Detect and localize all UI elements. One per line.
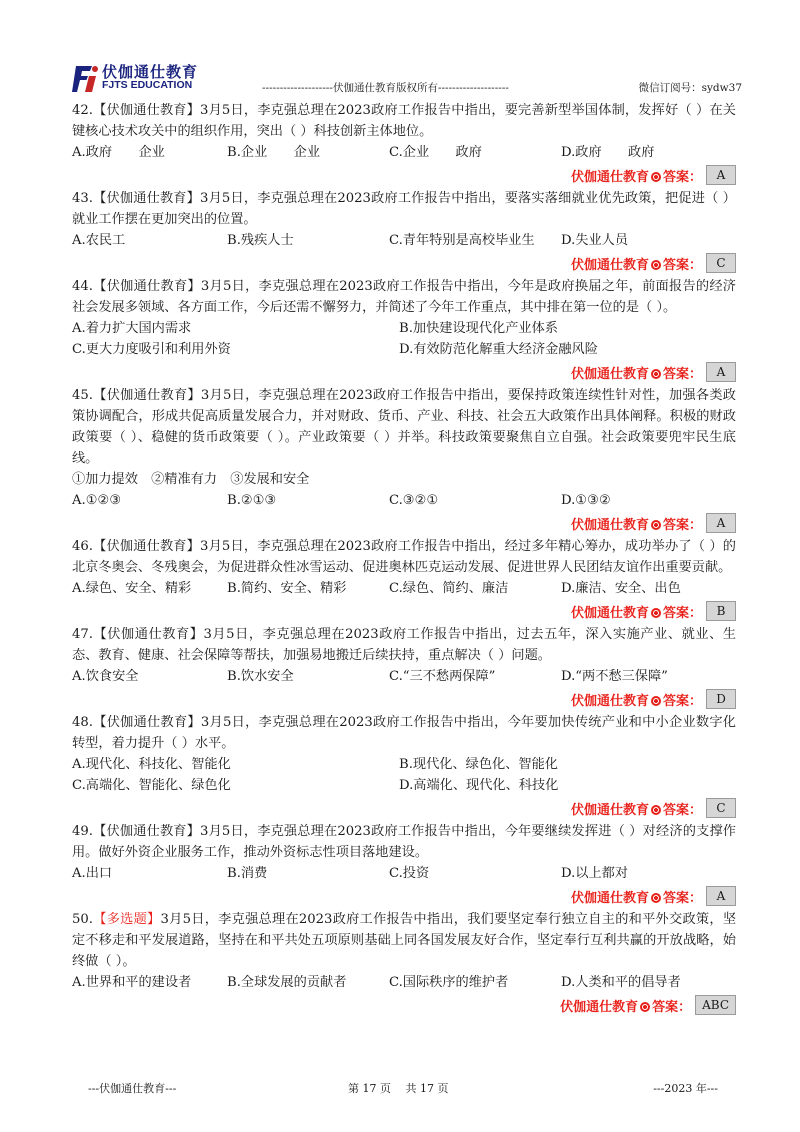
answer-box: D [706,689,736,709]
question-43 [72,188,736,274]
question-stem: 47.【伏伽通仕教育】3月5日，李克强总理在2023政府工作报告中指出，过去五年，深入实施产业、就业、生态、教育、健康、社会保障等帮扶，加强易地搬迁后续扶持，重点解决（ ）问题。 [72,627,736,663]
question-stem: 46.【伏伽通仕教育】3月5日，李克强总理在2023政府工作报告中指出，经过多年精心筹办，成功举办了（ ）的北京冬奥会、冬残奥会，为促进群众性冰雪运动、促进奥林匹克运动发展、促进世界人民团结友谊作出重要贡献。 [72,539,736,575]
question-48 [72,712,736,819]
option-a: A.现代化、科技化、智能化 [72,757,231,772]
answer-box: A [706,165,736,185]
answer-box: B [706,601,736,621]
option-c: C.企业 政府 [389,145,482,160]
eye-icon [651,893,661,903]
option-list [72,972,736,993]
page-number: 第 17 页 共 17 页 [348,1082,449,1095]
answer-suffix: 答案： [662,257,702,273]
option-c: C.高端化、智能化、绿色化 [72,778,231,793]
question-42 [72,100,736,186]
option-list [72,666,736,687]
option-b: B.残疾人士 [227,233,294,248]
answer-label [571,799,702,818]
question-stem: 48.【伏伽通仕教育】3月5日，李克强总理在2023政府工作报告中指出，今年要加快传统产业和中小企业数字化转型，着力提升（ ）水平。 [72,715,736,751]
option-list [72,230,736,251]
option-c: C.更大力度吸引和利用外资 [72,342,231,357]
answer-label [571,166,702,185]
option-list [72,578,736,599]
answer-box: ABC [695,995,736,1015]
option-a: A.出口 [72,866,113,881]
option-b: B.简约、安全、精彩 [227,581,347,596]
eye-icon [651,520,661,530]
multi-select-tag: 【多选题】 [92,912,161,927]
answer-row [72,994,736,1016]
option-b: B.企业 企业 [227,145,321,160]
option-list [72,318,736,360]
footer-brand: ---伏伽通仕教育--- [88,1082,177,1095]
answer-suffix: 答案： [662,890,702,906]
option-c: C.青年特别是高校毕业生 [389,233,535,248]
option-b: B.全球发展的贡献者 [227,975,347,990]
answer-box: A [706,513,736,533]
option-a: A.绿色、安全、精彩 [72,581,192,596]
option-c: C.国际秩序的维护者 [389,975,509,990]
option-b: B.现代化、绿色化、智能化 [399,757,558,772]
answer-suffix: 答案： [662,605,702,621]
question-46 [72,536,736,622]
answer-brand: 伏伽通仕教育 [570,605,649,621]
answer-row [72,512,736,534]
logo-english-text: FJTS EDUCATION [102,79,193,91]
answer-suffix: 答案： [662,169,702,185]
answer-suffix: 答案： [662,517,702,533]
answer-suffix: 答案： [652,999,692,1015]
answer-brand: 伏伽通仕教育 [570,257,649,273]
option-d: D.廉洁、安全、出色 [561,581,681,596]
answer-label [571,254,702,273]
logo [72,60,212,96]
question-number: 50. [72,912,93,927]
answer-suffix: 答案： [662,693,702,709]
option-b: B.②①③ [227,493,277,508]
option-c: C.投资 [389,866,430,881]
answer-brand: 伏伽通仕教育 [570,890,649,906]
option-list [72,490,736,511]
answer-row [72,164,736,186]
answer-row [72,600,736,622]
question-text: 3月5日，李克强总理在2023政府工作报告中指出，我们要坚定奉行独立自主的和平外交政策，坚定不移走和平发展道路，坚持在和平共处五项原则基础上同各国发展友好合作，坚定奉行互利共赢的开放战略，始终做（ ）。 [72,912,737,969]
question-stem: 44.【伏伽通仕教育】3月5日，李克强总理在2023政府工作报告中指出，今年是政府换届之年，前面报告的经济社会发展多领域、各方面工作，今后还需不懈努力，并简述了今年工作重点，其中排在第一位的是（ ）。 [72,279,736,315]
option-list [72,863,736,884]
question-stem: 45.【伏伽通仕教育】3月5日，李克强总理在2023政府工作报告中指出，要保持政策连续性针对性，加强各类政策协调配合，形成共促高质量发展合力，并对财政、货币、产业、科技、社会五大政策作出具体阐释。积极的财政政策要（ ）、稳健的货币政策要（ ）。产业政策要（ ）并举。科技政策要聚焦自立自强。社会政策要兜牢民生底线。 [72,388,736,466]
question-49 [72,821,736,907]
answer-suffix: 答案： [662,366,702,382]
question-list [72,100,736,1018]
wechat-account: 微信订阅号：sydw37 [638,82,742,94]
eye-icon [651,260,661,270]
eye-icon [651,369,661,379]
answer-label [560,996,691,1015]
eye-icon [651,172,661,182]
answer-box: C [706,253,736,273]
answer-brand: 伏伽通仕教育 [570,802,649,818]
answer-label [571,514,702,533]
answer-label [571,363,702,382]
answer-label [571,887,702,906]
answer-row [72,361,736,383]
answer-label [571,602,702,621]
fjts-logo-icon [72,62,100,94]
option-a: A.政府 企业 [72,145,165,160]
answer-brand: 伏伽通仕教育 [560,999,639,1015]
question-50 [72,909,736,1016]
answer-label [571,690,702,709]
question-stem: 42.【伏伽通仕教育】3月5日，李克强总理在2023政府工作报告中指出，要完善新型举国体制，发挥好（ ）在关键核心技术攻关中的组织作用，突出（ ）科技创新主体地位。 [72,103,736,139]
option-b: B.加快建设现代化产业体系 [399,321,558,336]
option-a: A.饮食安全 [72,669,139,684]
eye-icon [651,696,661,706]
numbered-items: ①加力提效 ②精准有力 ③发展和安全 [72,472,310,487]
answer-row [72,797,736,819]
footer-year: ---2023 年--- [653,1082,718,1095]
option-d: D.①③② [561,493,611,508]
option-c: C.绿色、简约、廉洁 [389,581,509,596]
option-d: D.高端化、现代化、科技化 [399,778,559,793]
answer-brand: 伏伽通仕教育 [570,517,649,533]
option-d: D.人类和平的倡导者 [561,975,681,990]
question-44 [72,276,736,383]
option-a: A.农民工 [72,233,126,248]
answer-brand: 伏伽通仕教育 [570,169,649,185]
option-list [72,754,736,796]
option-d: D.以上都对 [561,866,629,881]
question-47 [72,624,736,710]
eye-icon [640,1002,650,1012]
eye-icon [651,608,661,618]
page-header [72,60,742,100]
option-b: B.消费 [227,866,268,881]
option-c: C.③②① [389,493,439,508]
option-a: A.①②③ [72,493,122,508]
answer-row [72,885,736,907]
option-c: C.“三不愁两保障” [389,669,496,684]
option-list [72,142,736,163]
option-d: D.有效防范化解重大经济金融风险 [399,342,598,357]
answer-box: A [706,362,736,382]
option-d: D.失业人员 [561,233,629,248]
eye-icon [651,805,661,815]
question-45 [72,385,736,534]
page-footer [88,1080,718,1100]
question-stem [72,909,736,972]
question-stem: 49.【伏伽通仕教育】3月5日，李克强总理在2023政府工作报告中指出，今年要继续发挥进（ ）对经济的支撑作用。做好外资企业服务工作，推动外资标志性项目落地建设。 [72,824,736,860]
answer-box: C [706,798,736,818]
answer-box: A [706,886,736,906]
option-d: D.政府 政府 [561,145,655,160]
answer-brand: 伏伽通仕教育 [570,366,649,382]
answer-row [72,252,736,274]
option-b: B.饮水安全 [227,669,294,684]
option-a: A.世界和平的建设者 [72,975,192,990]
answer-row [72,688,736,710]
option-d: D.“两不愁三保障” [561,669,668,684]
copyright-line: --------------------伏伽通仕教育版权所有-------------------- [262,82,509,94]
question-stem: 43.【伏伽通仕教育】3月5日，李克强总理在2023政府工作报告中指出，要落实落细就业优先政策，把促进（ ）就业工作摆在更加突出的位置。 [72,191,736,227]
logo-chinese-text: 伏伽通仕教育 [102,63,199,81]
option-a: A.着力扩大国内需求 [72,321,192,336]
answer-suffix: 答案： [662,802,702,818]
answer-brand: 伏伽通仕教育 [570,693,649,709]
